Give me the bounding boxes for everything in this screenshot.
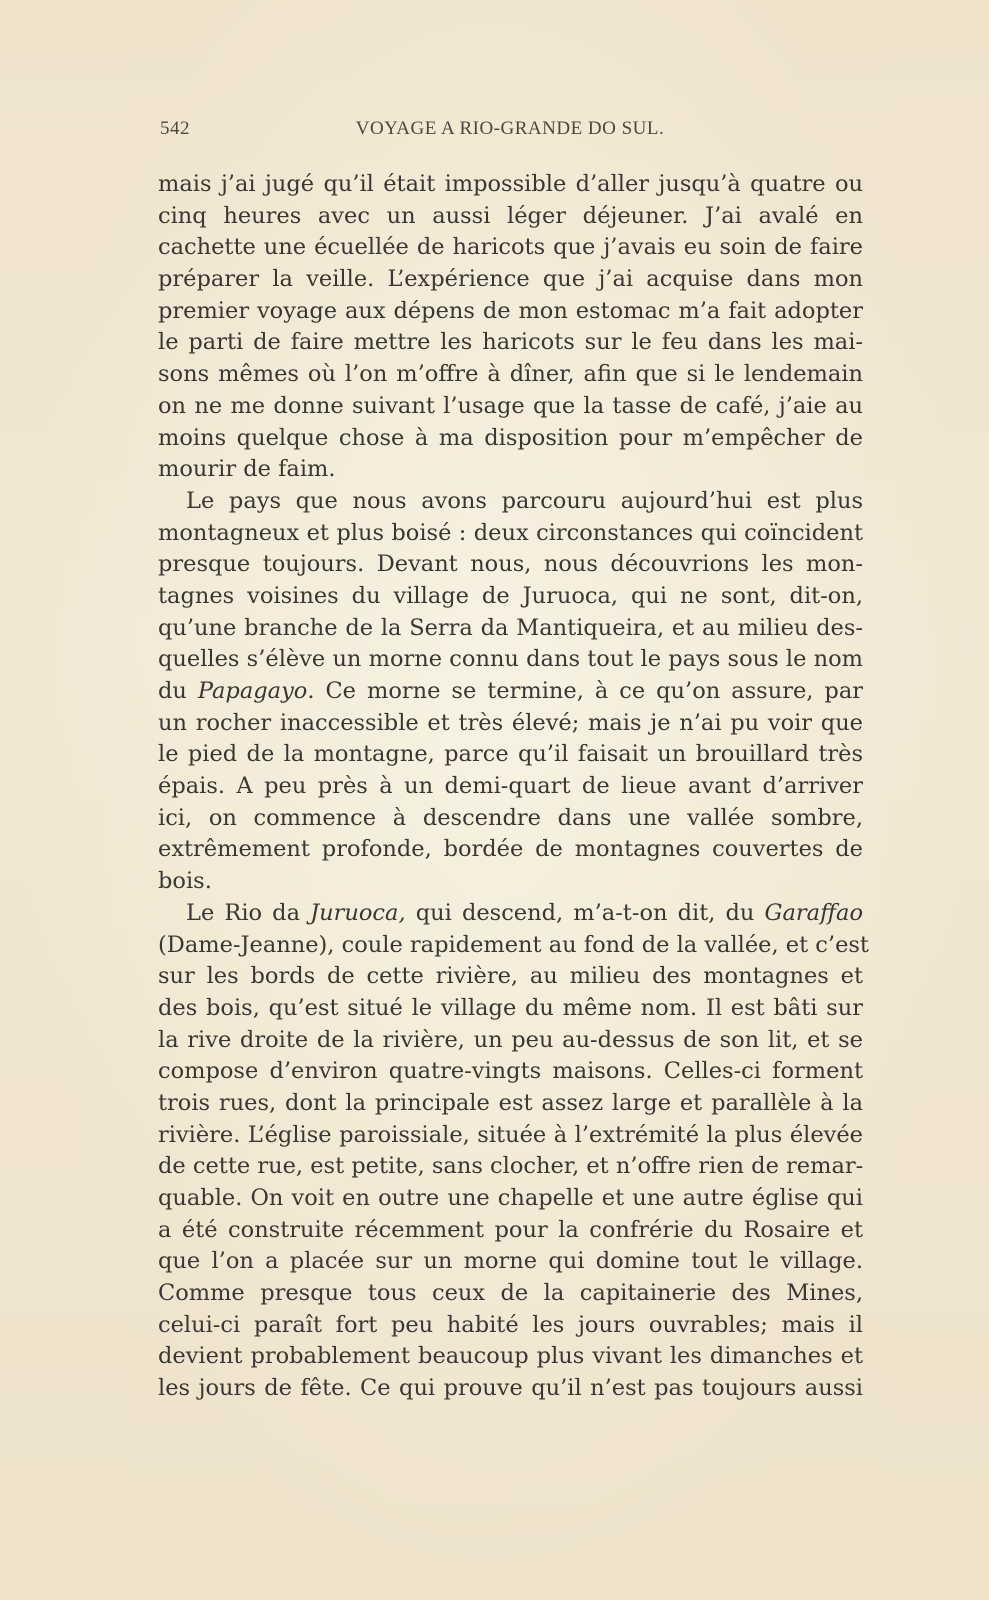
text-line: préparer la veille. L’expérience que j’ai acquise dans mon <box>158 266 863 293</box>
text-line: bois. <box>158 868 212 895</box>
text-line: de cette rue, est petite, sans clocher, et n’offre rien de remar- <box>158 1153 864 1180</box>
text-line: extrêmement profonde, bordée de montagnes couvertes de <box>158 836 863 863</box>
running-header <box>160 118 860 148</box>
text-line: compose d’environ quatre-vingts maisons. Celles-ci forment <box>158 1058 863 1085</box>
running-title: VOYAGE A RIO-GRANDE DO SUL. <box>355 118 665 139</box>
text-line: la rive droite de la rivière, un peu au-dessus de son lit, et se <box>158 1026 863 1053</box>
text-line: du Papagayo. Ce morne se termine, à ce qu’on assure, par <box>158 678 864 704</box>
text-line: un rocher inaccessible et très élevé; mais je n’ai pu voir que <box>158 709 863 736</box>
text-line: le pied de la montagne, parce qu’il faisait un brouillard très <box>158 741 863 768</box>
text-line: moins quelque chose à ma disposition pour m’empêcher de <box>158 424 863 451</box>
text-line: Comme presque tous ceux de la capitainerie des Mines, <box>158 1280 863 1307</box>
text-line: les jours de fête. Ce qui prouve qu’il n’est pas toujours aussi <box>158 1375 863 1402</box>
text-line: quable. On voit en outre une chapelle et une autre église qui <box>158 1185 863 1211</box>
text-line: des bois, qu’est situé le village du même nom. Il est bâti sur <box>158 994 863 1021</box>
text-body <box>158 169 869 1405</box>
page-number: 542 <box>160 118 190 139</box>
text-line: premier voyage aux dépens de mon estomac m’a fait adopter <box>158 297 863 324</box>
text-line: a été construite récemment pour la confrérie du Rosaire et <box>158 1216 863 1243</box>
text-line: rivière. L’église paroissiale, située à l’extrémité la plus élevée <box>158 1121 863 1148</box>
text-line: le parti de faire mettre les haricots sur le feu dans les mai- <box>158 329 863 356</box>
text-line: trois rues, dont la principale est assez large et parallèle à la <box>158 1089 863 1116</box>
text-line: mourir de faim. <box>158 456 336 483</box>
text-line: cinq heures avec un aussi léger déjeuner. J’ai avalé en <box>158 202 863 229</box>
text-line: celui-ci paraît fort peu habité les jours ouvrables; mais il <box>158 1311 863 1338</box>
text-line: cachette une écuellée de haricots que j’avais eu soin de faire <box>158 234 863 261</box>
text-line: quelles s’élève un morne connu dans tout le pays sous le nom <box>158 646 863 673</box>
paragraph-first-line: Le Rio da Juruoca, qui descend, m’a-t-on dit, du Garaffao <box>186 899 863 926</box>
text-line: on ne me donne suivant l’usage que la tasse de café, j’aie au <box>158 392 863 419</box>
text-line: sur les bords de cette rivière, au milieu des montagnes et <box>158 963 863 990</box>
text-line: ici, on commence à descendre dans une vallée sombre, <box>158 804 863 831</box>
paragraph-first-line: Le pays que nous avons parcouru aujourd’hui est plus <box>186 487 863 514</box>
text-line: tagnes voisines du village de Juruoca, qui ne sont, dit-on, <box>158 582 863 609</box>
text-line: épais. A peu près à un demi-quart de lieue avant d’arriver <box>158 773 863 800</box>
text-line: montagneux et plus boisé : deux circonstances qui coïncident <box>158 519 863 546</box>
text-line: que l’on a placée sur un morne qui domine tout le village. <box>158 1248 863 1275</box>
text-line: qu’une branche de la Serra da Mantiqueira, et au milieu des- <box>158 614 863 641</box>
text-line: presque toujours. Devant nous, nous découvrions les mon- <box>158 551 863 578</box>
text-line: mais j’ai jugé qu’il était impossible d’aller jusqu’à quatre ou <box>158 171 863 197</box>
text-line: sons mêmes où l’on m’offre à dîner, afin que si le lendemain <box>158 361 863 388</box>
text-line: (Dame-Jeanne), coule rapidement au fond de la vallée, et c’est <box>158 931 869 958</box>
text-line: devient probablement beaucoup plus vivant les dimanches et <box>158 1343 863 1370</box>
